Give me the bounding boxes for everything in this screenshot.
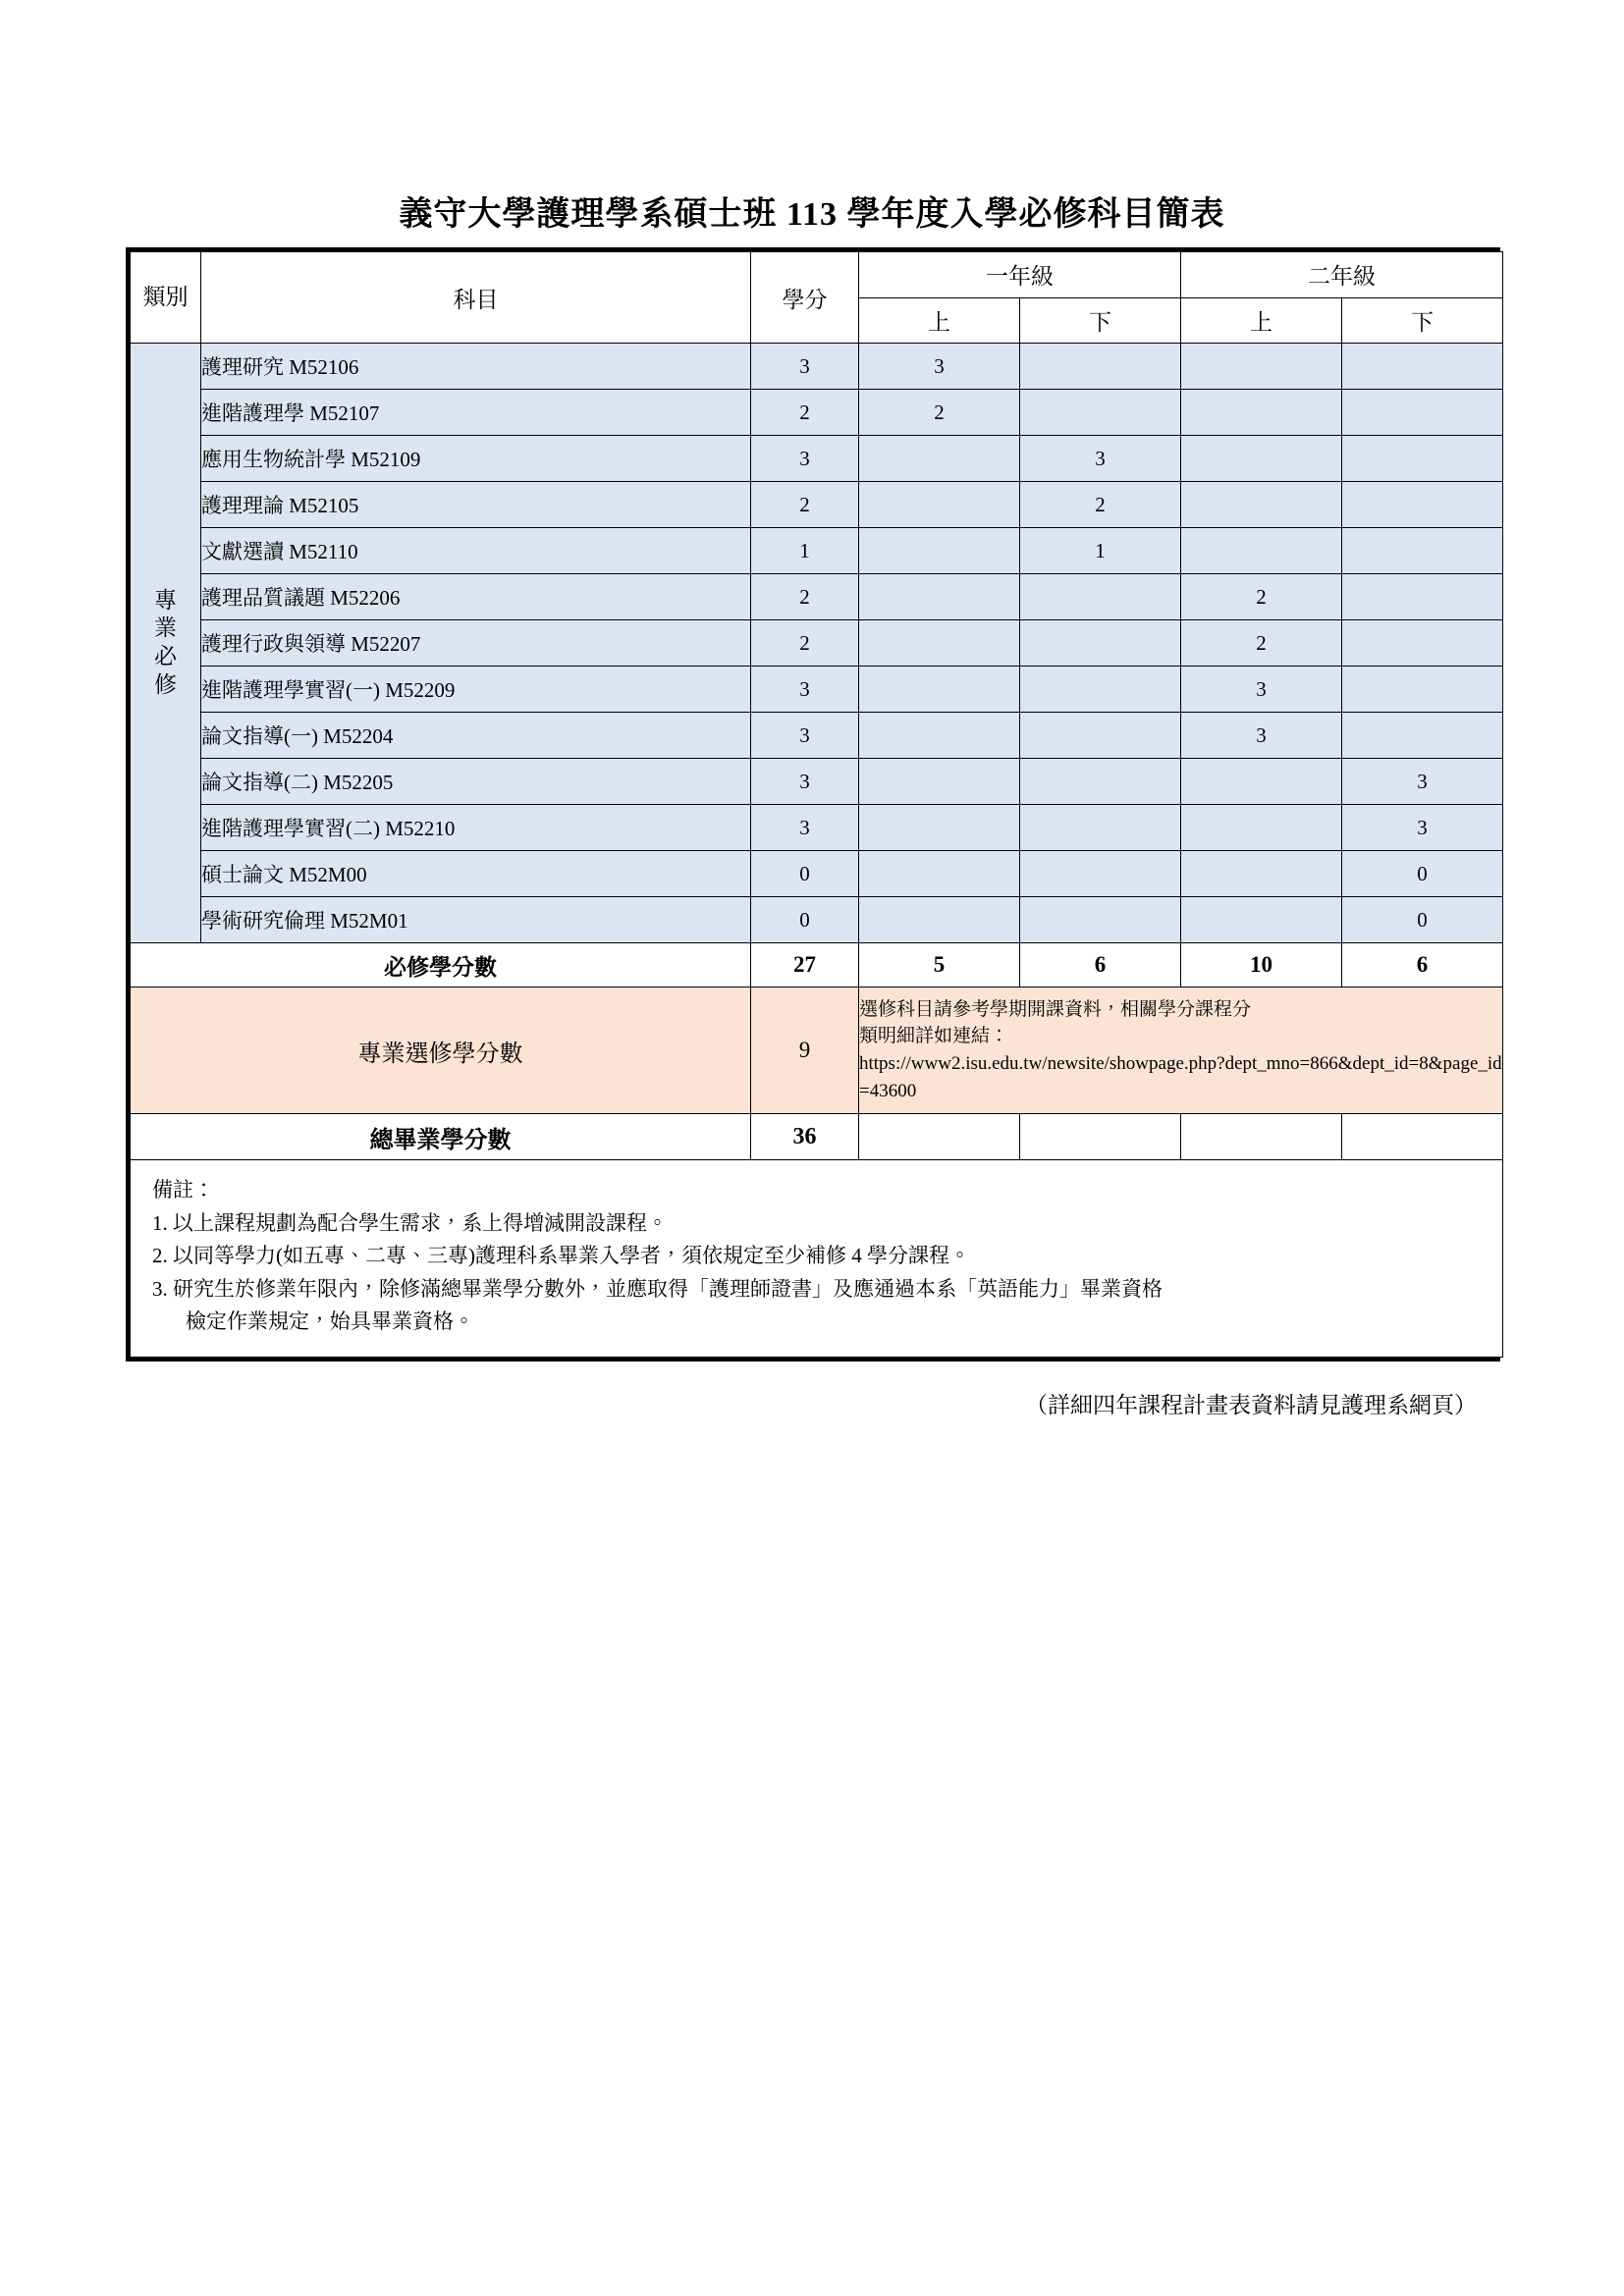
page-title: 義守大學護理學系碩士班 113 學年度入學必修科目簡表 — [399, 196, 1225, 233]
category-char-2: 業 — [154, 615, 177, 641]
course-y1s1 — [859, 574, 1020, 620]
course-y2s1 — [1181, 897, 1342, 943]
course-credits: 2 — [751, 574, 859, 620]
curriculum-table — [130, 251, 1503, 1358]
elective-note-link[interactable]: https://www2.isu.edu.tw/newsite/showpage.php?dept_mno=866&dept_id=8&page_id=43600 — [859, 1053, 1502, 1101]
footer-note: （詳細四年課程計畫表資料請見護理系網頁） — [1025, 1393, 1477, 1417]
graduation-credits-row — [131, 1114, 1503, 1160]
course-y2s1 — [1181, 805, 1342, 851]
table-row — [131, 897, 1503, 943]
course-y1s1: 3 — [859, 344, 1020, 390]
category-char-3: 必 — [154, 644, 177, 668]
course-y2s2 — [1342, 344, 1503, 390]
table-row — [131, 344, 1503, 390]
course-subject: 文獻選讀 M52110 — [201, 528, 751, 574]
course-y2s1 — [1181, 390, 1342, 436]
graduation-blank-y2s2 — [1342, 1114, 1503, 1160]
course-y1s2 — [1020, 620, 1181, 667]
course-y2s2 — [1342, 620, 1503, 667]
course-subject: 護理行政與領導 M52207 — [201, 620, 751, 667]
table-row — [131, 574, 1503, 620]
remarks-cell — [131, 1160, 1503, 1358]
required-credits-row — [131, 943, 1503, 988]
course-credits: 0 — [751, 851, 859, 897]
course-y1s1 — [859, 436, 1020, 482]
course-y2s1: 3 — [1181, 667, 1342, 713]
table-row — [131, 390, 1503, 436]
course-y1s2 — [1020, 851, 1181, 897]
category-char-1: 專 — [154, 587, 177, 613]
header-year2-term1: 上 — [1181, 297, 1342, 344]
required-credits-y2s1: 10 — [1181, 943, 1342, 988]
header-row-1 — [131, 252, 1503, 298]
course-y1s2: 2 — [1020, 482, 1181, 528]
course-credits: 3 — [751, 344, 859, 390]
course-credits: 1 — [751, 528, 859, 574]
course-y1s1 — [859, 805, 1020, 851]
course-y1s2 — [1020, 667, 1181, 713]
course-credits: 0 — [751, 897, 859, 943]
required-credits-y1s2: 6 — [1020, 943, 1181, 988]
course-y2s1: 3 — [1181, 713, 1342, 759]
course-y2s2 — [1342, 574, 1503, 620]
table-row — [131, 759, 1503, 805]
course-subject: 論文指導(一) M52204 — [201, 713, 751, 759]
course-y1s2 — [1020, 897, 1181, 943]
header-year2: 二年級 — [1181, 252, 1503, 298]
table-row — [131, 667, 1503, 713]
elective-credits-value: 9 — [751, 988, 859, 1114]
graduation-credits-label: 總畢業學分數 — [131, 1114, 751, 1160]
course-y1s1: 2 — [859, 390, 1020, 436]
course-y2s2 — [1342, 528, 1503, 574]
header-year1: 一年級 — [859, 252, 1181, 298]
course-y1s2 — [1020, 805, 1181, 851]
course-credits: 2 — [751, 390, 859, 436]
course-y1s2: 3 — [1020, 436, 1181, 482]
course-y1s2 — [1020, 390, 1181, 436]
course-subject: 學術研究倫理 M52M01 — [201, 897, 751, 943]
course-y1s1 — [859, 759, 1020, 805]
header-category: 類別 — [131, 252, 201, 344]
course-y1s2 — [1020, 574, 1181, 620]
remarks-title: 備註： — [152, 1178, 214, 1201]
course-y2s1 — [1181, 851, 1342, 897]
course-subject: 應用生物統計學 M52109 — [201, 436, 751, 482]
course-subject: 護理品質議題 M52206 — [201, 574, 751, 620]
table-row — [131, 805, 1503, 851]
course-y1s2 — [1020, 344, 1181, 390]
course-y2s1 — [1181, 482, 1342, 528]
category-char-4: 修 — [154, 671, 177, 697]
curriculum-table-frame — [126, 247, 1500, 1362]
header-credits: 學分 — [751, 252, 859, 344]
table-row — [131, 528, 1503, 574]
course-credits: 3 — [751, 713, 859, 759]
remarks-item-1: 1. 以上課程規劃為配合學生需求，系上得增減開設課程。 — [152, 1210, 668, 1235]
course-y1s1 — [859, 528, 1020, 574]
graduation-blank-y2s1 — [1181, 1114, 1342, 1160]
course-y2s2: 0 — [1342, 851, 1503, 897]
course-y1s1 — [859, 897, 1020, 943]
header-year1-term1: 上 — [859, 297, 1020, 344]
course-subject: 護理理論 M52105 — [201, 482, 751, 528]
table-head — [131, 252, 1503, 344]
table-row — [131, 713, 1503, 759]
course-credits: 3 — [751, 805, 859, 851]
course-y2s2 — [1342, 390, 1503, 436]
course-y2s2 — [1342, 713, 1503, 759]
course-y2s2: 3 — [1342, 759, 1503, 805]
remarks-item-3-cont: 檢定作業規定，始具畢業資格。 — [186, 1309, 474, 1334]
course-y1s1 — [859, 482, 1020, 528]
table-row — [131, 482, 1503, 528]
elective-note — [859, 988, 1503, 1114]
course-credits: 2 — [751, 482, 859, 528]
course-y2s1 — [1181, 436, 1342, 482]
required-credits-total: 27 — [751, 943, 859, 988]
elective-note-line2: 類明細詳如連結： — [859, 1026, 1009, 1047]
course-y2s2: 3 — [1342, 805, 1503, 851]
course-y1s2 — [1020, 759, 1181, 805]
header-year2-term2: 下 — [1342, 297, 1503, 344]
remarks-item-2: 2. 以同等學力(如五專、二專、三專)護理科系畢業入學者，須依規定至少補修 4 學分課程。 — [152, 1244, 970, 1268]
table-row — [131, 436, 1503, 482]
course-y1s2 — [1020, 713, 1181, 759]
header-year1-term2: 下 — [1020, 297, 1181, 344]
course-y2s2 — [1342, 482, 1503, 528]
course-y1s1 — [859, 667, 1020, 713]
course-subject: 碩士論文 M52M00 — [201, 851, 751, 897]
course-y2s1 — [1181, 759, 1342, 805]
graduation-blank-y1s1 — [859, 1114, 1020, 1160]
header-subject: 科目 — [201, 252, 751, 344]
course-y2s2 — [1342, 436, 1503, 482]
course-y2s1 — [1181, 344, 1342, 390]
required-credits-label: 必修學分數 — [131, 943, 751, 988]
course-y2s1: 2 — [1181, 574, 1342, 620]
elective-credits-row — [131, 988, 1503, 1114]
course-y1s2: 1 — [1020, 528, 1181, 574]
course-subject: 進階護理學 M52107 — [201, 390, 751, 436]
course-y1s1 — [859, 851, 1020, 897]
remarks-item-3: 3. 研究生於修業年限內，除修滿總畢業學分數外，並應取得「護理師證書」及應通過本系「英語能力」畢業資格 — [152, 1276, 1163, 1301]
category-required — [131, 344, 201, 943]
required-credits-y1s1: 5 — [859, 943, 1020, 988]
table-body — [131, 344, 1503, 1358]
course-credits: 2 — [751, 620, 859, 667]
graduation-blank-y1s2 — [1020, 1114, 1181, 1160]
course-y1s1 — [859, 713, 1020, 759]
course-credits: 3 — [751, 667, 859, 713]
course-credits: 3 — [751, 759, 859, 805]
course-y2s2 — [1342, 667, 1503, 713]
course-y2s1: 2 — [1181, 620, 1342, 667]
graduation-credits-value: 36 — [751, 1114, 859, 1160]
table-row — [131, 620, 1503, 667]
elective-credits-label: 專業選修學分數 — [131, 988, 751, 1114]
elective-note-line1: 選修科目請參考學期開課資料，相關學分課程分 — [859, 998, 1252, 1020]
course-y2s1 — [1181, 528, 1342, 574]
course-subject: 論文指導(二) M52205 — [201, 759, 751, 805]
table-row — [131, 851, 1503, 897]
course-y2s2: 0 — [1342, 897, 1503, 943]
course-credits: 3 — [751, 436, 859, 482]
remarks-row — [131, 1160, 1503, 1358]
course-subject: 進階護理學實習(一) M52209 — [201, 667, 751, 713]
required-credits-y2s2: 6 — [1342, 943, 1503, 988]
course-subject: 進階護理學實習(二) M52210 — [201, 805, 751, 851]
course-y1s1 — [859, 620, 1020, 667]
course-subject: 護理研究 M52106 — [201, 344, 751, 390]
